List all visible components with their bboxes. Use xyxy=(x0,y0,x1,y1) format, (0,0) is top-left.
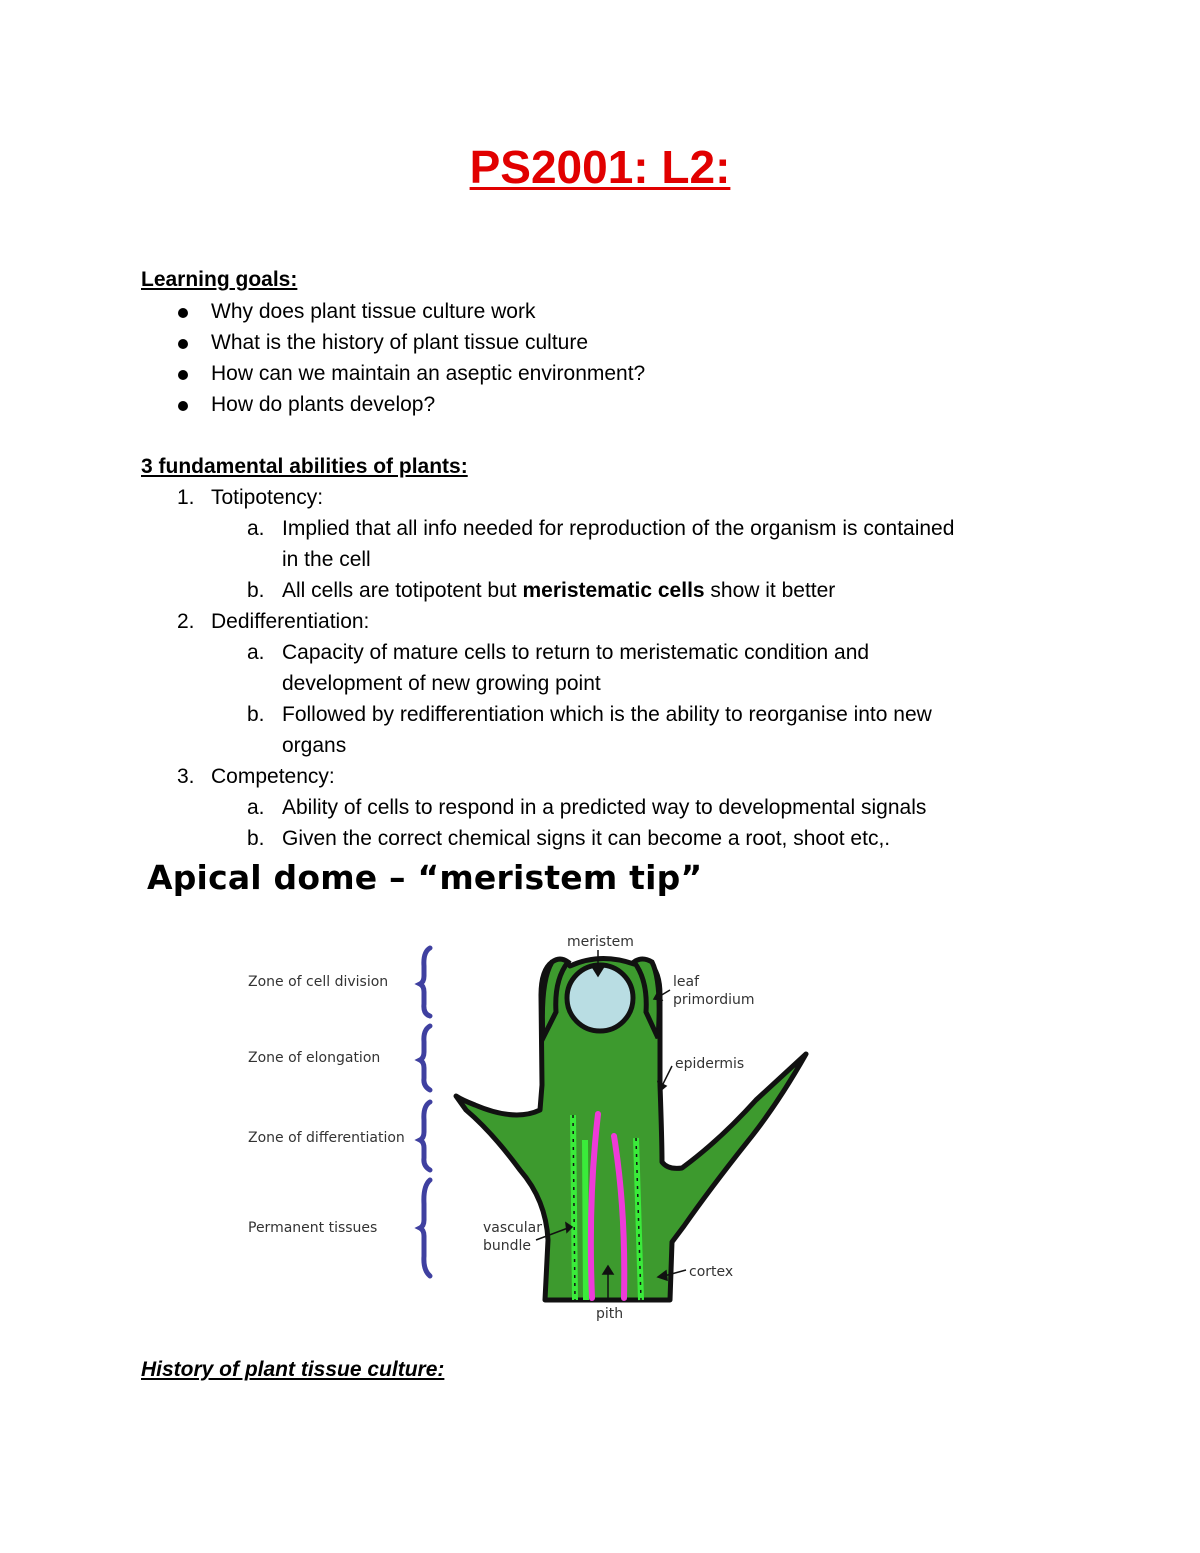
list-item-label: Dedifferentiation: xyxy=(211,610,370,633)
vascular-bundle-left xyxy=(573,1115,575,1300)
label-leaf: leaf xyxy=(673,974,700,990)
page-title: PS2001: L2: xyxy=(469,141,731,193)
sub-list-item xyxy=(211,513,1071,575)
bullet-icon xyxy=(178,308,188,318)
arrow-epidermis xyxy=(662,1066,672,1086)
sub-list-text: in the cell xyxy=(282,548,371,571)
bullet-icon xyxy=(178,339,188,349)
zone-label-elongation: Zone of elongation xyxy=(248,1050,381,1066)
sub-list-text: show it better xyxy=(704,579,836,602)
list-item-text: Why does plant tissue culture work xyxy=(211,300,536,323)
list-number: 1. xyxy=(177,486,195,509)
history-heading: History of plant tissue culture: xyxy=(141,1358,445,1381)
list-item xyxy=(141,358,645,389)
sub-list-text: development of new growing point xyxy=(282,672,601,695)
brace-permanent-tissues xyxy=(420,1180,430,1276)
zone-braces xyxy=(420,948,430,1276)
sub-list-letter: a. xyxy=(247,517,265,540)
list-item-label: Competency: xyxy=(211,765,335,788)
sub-list-letter: a. xyxy=(247,796,265,819)
sub-list-letter: b. xyxy=(247,827,265,850)
brace-elongation xyxy=(420,1026,430,1090)
label-primordium: primordium xyxy=(673,992,755,1008)
sub-list-text: All cells are totipotent but xyxy=(282,579,523,602)
sub-list-item xyxy=(211,699,1071,761)
list-item xyxy=(141,296,645,327)
brace-differentiation xyxy=(420,1102,430,1170)
list-item-text: What is the history of plant tissue culture xyxy=(211,331,589,354)
label-cortex: cortex xyxy=(689,1264,734,1280)
figure-title: Apical dome – “meristem tip” xyxy=(147,858,703,897)
list-number: 3. xyxy=(177,765,195,788)
label-vascular: vascular xyxy=(483,1220,542,1236)
apical-dome-diagram xyxy=(0,900,1200,1340)
list-number: 2. xyxy=(177,610,195,633)
brace-cell-division xyxy=(420,948,430,1016)
list-item xyxy=(141,327,645,358)
list-item-text: How do plants develop? xyxy=(211,393,436,416)
learning-goals-heading: Learning goals: xyxy=(141,268,298,291)
sub-list-item xyxy=(211,637,1071,699)
sub-list-text: Implied that all info needed for reproduction of the organism is contained xyxy=(282,517,955,540)
abilities-heading: 3 fundamental abilities of plants: xyxy=(141,455,468,478)
sub-list-letter: b. xyxy=(247,703,265,726)
bullet-icon xyxy=(178,370,188,380)
sub-list-item xyxy=(211,575,1071,606)
sub-list-item xyxy=(211,823,1071,854)
list-item xyxy=(141,482,1071,606)
zone-label-permanent-tissues: Permanent tissues xyxy=(248,1220,378,1236)
bullet-icon xyxy=(178,401,188,411)
sub-list-text: Capacity of mature cells to return to meristematic condition and xyxy=(282,641,870,664)
zone-label-differentiation: Zone of differentiation xyxy=(248,1130,405,1146)
sub-list-text: Ability of cells to respond in a predicted way to developmental signals xyxy=(282,796,927,819)
vascular-bundle-left-inner xyxy=(585,1140,586,1300)
list-item xyxy=(141,606,1071,761)
list-item xyxy=(141,761,1071,854)
label-pith: pith xyxy=(596,1306,624,1322)
sub-list-text: organs xyxy=(282,734,347,757)
sub-list-item xyxy=(211,792,1071,823)
label-epidermis: epidermis xyxy=(675,1056,745,1072)
abilities-list xyxy=(141,482,1071,854)
list-item xyxy=(141,389,645,420)
list-item-text: How can we maintain an aseptic environment? xyxy=(211,362,646,385)
list-item-label: Totipotency: xyxy=(211,486,324,509)
zone-label-cell-division: Zone of cell division xyxy=(248,974,389,990)
sub-list-letter: b. xyxy=(247,579,265,602)
sub-list-text: Followed by redifferentiation which is the ability to reorganise into new xyxy=(282,703,932,726)
sub-list-text: Given the correct chemical signs it can become a root, shoot etc,. xyxy=(282,827,891,850)
label-meristem: meristem xyxy=(567,934,634,950)
sub-list-letter: a. xyxy=(247,641,265,664)
meristem-dome xyxy=(567,965,633,1031)
bold-term: meristematic cells xyxy=(522,579,705,602)
learning-goals-list xyxy=(141,296,645,420)
label-bundle: bundle xyxy=(483,1238,532,1254)
